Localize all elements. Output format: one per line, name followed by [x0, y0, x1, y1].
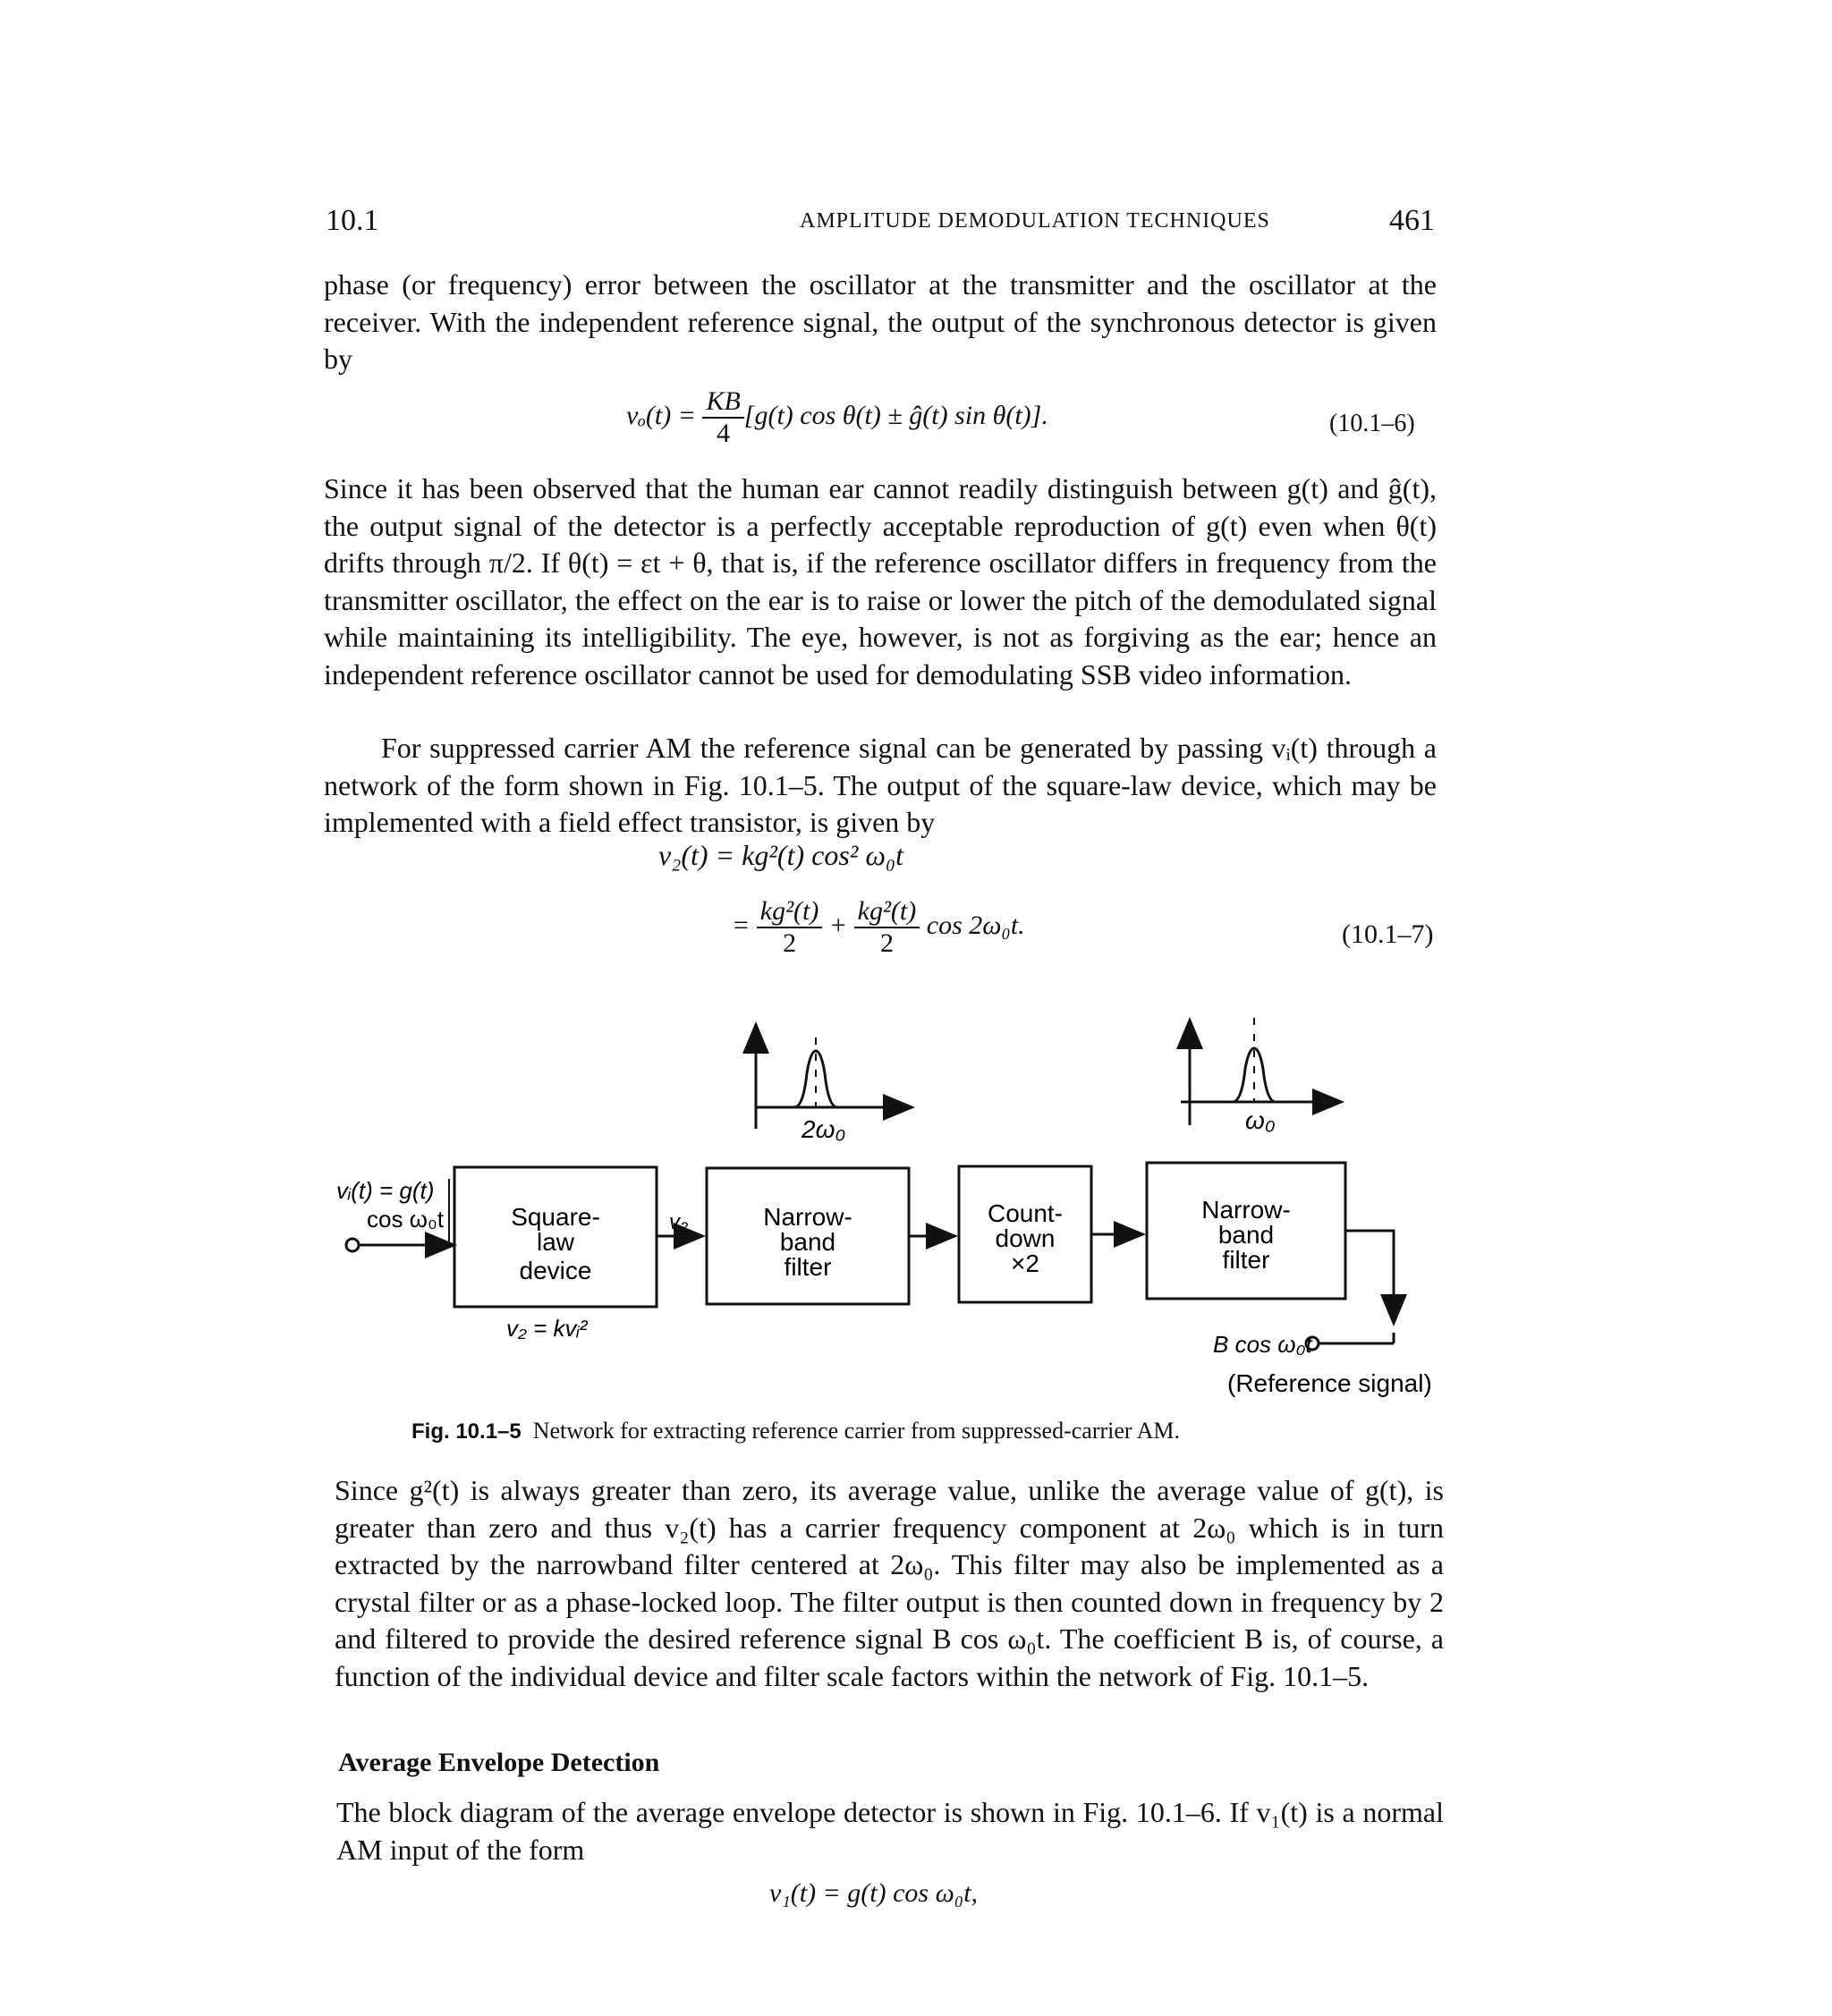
eq2-denominator-2: 2 — [854, 927, 920, 959]
block3-line2: down — [995, 1224, 1056, 1252]
figure-caption-number: Fig. 10.1–5 — [411, 1419, 522, 1444]
block2-line3: filter — [784, 1253, 832, 1281]
block-narrowband-filter-2 — [1147, 1163, 1345, 1299]
block-countdown — [959, 1166, 1091, 1302]
eq2-denominator-1: 2 — [757, 927, 823, 959]
paragraph-2: Since it has been observed that the human ear cannot readily distinguish between g(t) and ĝ(t), the output signal of the detector is a perfectly acceptable reproduction of g(t) even when θ(t) drifts through π/2. If θ(t) = εt + θ, that is, if the reference oscillator differs in frequency from the transmitter oscillator, the effect on the ear is to raise or lower the pitch of the demodulated signal while maintaining its intelligibility. The eye, however, is not as forgiving as the ear; hence an independent reference oscillator cannot be used for demodulating SSB video information. — [324, 472, 1437, 690]
eq1-rhs: [g(t) cos θ(t) ± ĝ(t) sin θ(t)]. — [743, 400, 1048, 430]
equation-10-1-7-line1: v₂(t) = kg²(t) cos² ω₀t — [658, 839, 903, 871]
page-number: 461 — [1389, 204, 1435, 237]
output-label: B cos ω₀t — [1213, 1331, 1312, 1358]
v2-formula: v₂ = kvᵢ² — [506, 1315, 588, 1342]
equation-number-10-1-6: (10.1–6) — [1329, 410, 1415, 437]
block4-line1: Narrow- — [1201, 1196, 1291, 1224]
eq2-numerator-1: kg²(t) — [759, 896, 819, 926]
input-label-line2: cos ω₀t — [367, 1206, 444, 1232]
paragraph-5: The block diagram of the average envelope detector is shown in Fig. 10.1–6. If v₁(t) is a normal AM input of the form — [336, 1796, 1444, 1866]
block-square-law-device — [454, 1167, 657, 1307]
equation-number-10-1-7: (10.1–7) — [1342, 919, 1434, 949]
spectrum-plot-2w0 — [756, 1024, 912, 1143]
v2-label: v₂ — [669, 1210, 689, 1234]
block1-line2: law — [536, 1228, 575, 1256]
spectrum-label-2w0: 2ω₀ — [802, 1115, 846, 1143]
section-heading: Average Envelope Detection — [338, 1748, 660, 1777]
eq2-equals: = — [732, 910, 751, 940]
spectrum-plot-w0 — [1181, 1018, 1342, 1134]
output-line-down — [1345, 1231, 1394, 1324]
output-note: (Reference signal) — [1227, 1369, 1432, 1397]
eq2-plus: + — [828, 910, 848, 940]
paragraph-3: For suppressed carrier AM the reference signal can be generated by passing vᵢ(t) through a network of the form shown in Fig. 10.1–5. The output of the square-law device, which may be implemented with a field effect transistor, is given by — [324, 732, 1437, 838]
block4-line2: band — [1217, 1221, 1275, 1249]
block4-line3: filter — [1222, 1246, 1270, 1274]
eq1-lhs: vₒ(t) = — [626, 400, 696, 430]
block2-line1: Narrow- — [763, 1203, 852, 1231]
section-number: 10.1 — [326, 204, 379, 237]
block3-line1: Count- — [987, 1199, 1064, 1227]
block3-line3: ×2 — [1011, 1249, 1039, 1277]
eq1-numerator: KB — [706, 386, 741, 416]
block1-line1: Square- — [511, 1203, 600, 1231]
figure-caption — [411, 1418, 1180, 1444]
figure-caption-text: Network for extracting reference carrier from suppressed-carrier AM. — [532, 1418, 1181, 1444]
eq1-denominator: 4 — [702, 417, 743, 449]
block1-line3: device — [519, 1257, 592, 1284]
input-terminal — [346, 1239, 359, 1251]
block2-line2: band — [779, 1228, 836, 1256]
spectrum-label-w0: ω₀ — [1245, 1106, 1276, 1134]
eq2-numerator-2: kg²(t) — [857, 896, 917, 926]
equation-am-input: v₁(t) = g(t) cos ω₀t, — [769, 1878, 979, 1908]
input-label-line1: vᵢ(t) = g(t) — [336, 1177, 435, 1204]
chapter-title: AMPLITUDE DEMODULATION TECHNIQUES — [800, 209, 1270, 233]
block-narrowband-filter-1 — [707, 1168, 909, 1304]
eq2-tail: cos 2ω₀t. — [926, 910, 1025, 940]
paragraph-1: phase (or frequency) error between the oscillator at the transmitter and the oscillator at the receiver. With the independent reference signal, the output of the synchronous detector is given by — [324, 268, 1437, 375]
paragraph-4: Since g²(t) is always greater than zero, its average value, unlike the average value of g(t), is greater than zero and thus v₂(t) has a carrier frequency component at 2ω₀ which is in turn extracted by the narrowband filter centered at 2ω₀. This filter may also be implemented as a crystal filter or as a phase-locked loop. The filter output is then counted down in frequency by 2 and filtered to provide the desired reference signal B cos ω₀t. The coefficient B is, of course, a function of the individual device and filter scale factors within the network of Fig. 10.1–5. — [335, 1474, 1444, 1692]
